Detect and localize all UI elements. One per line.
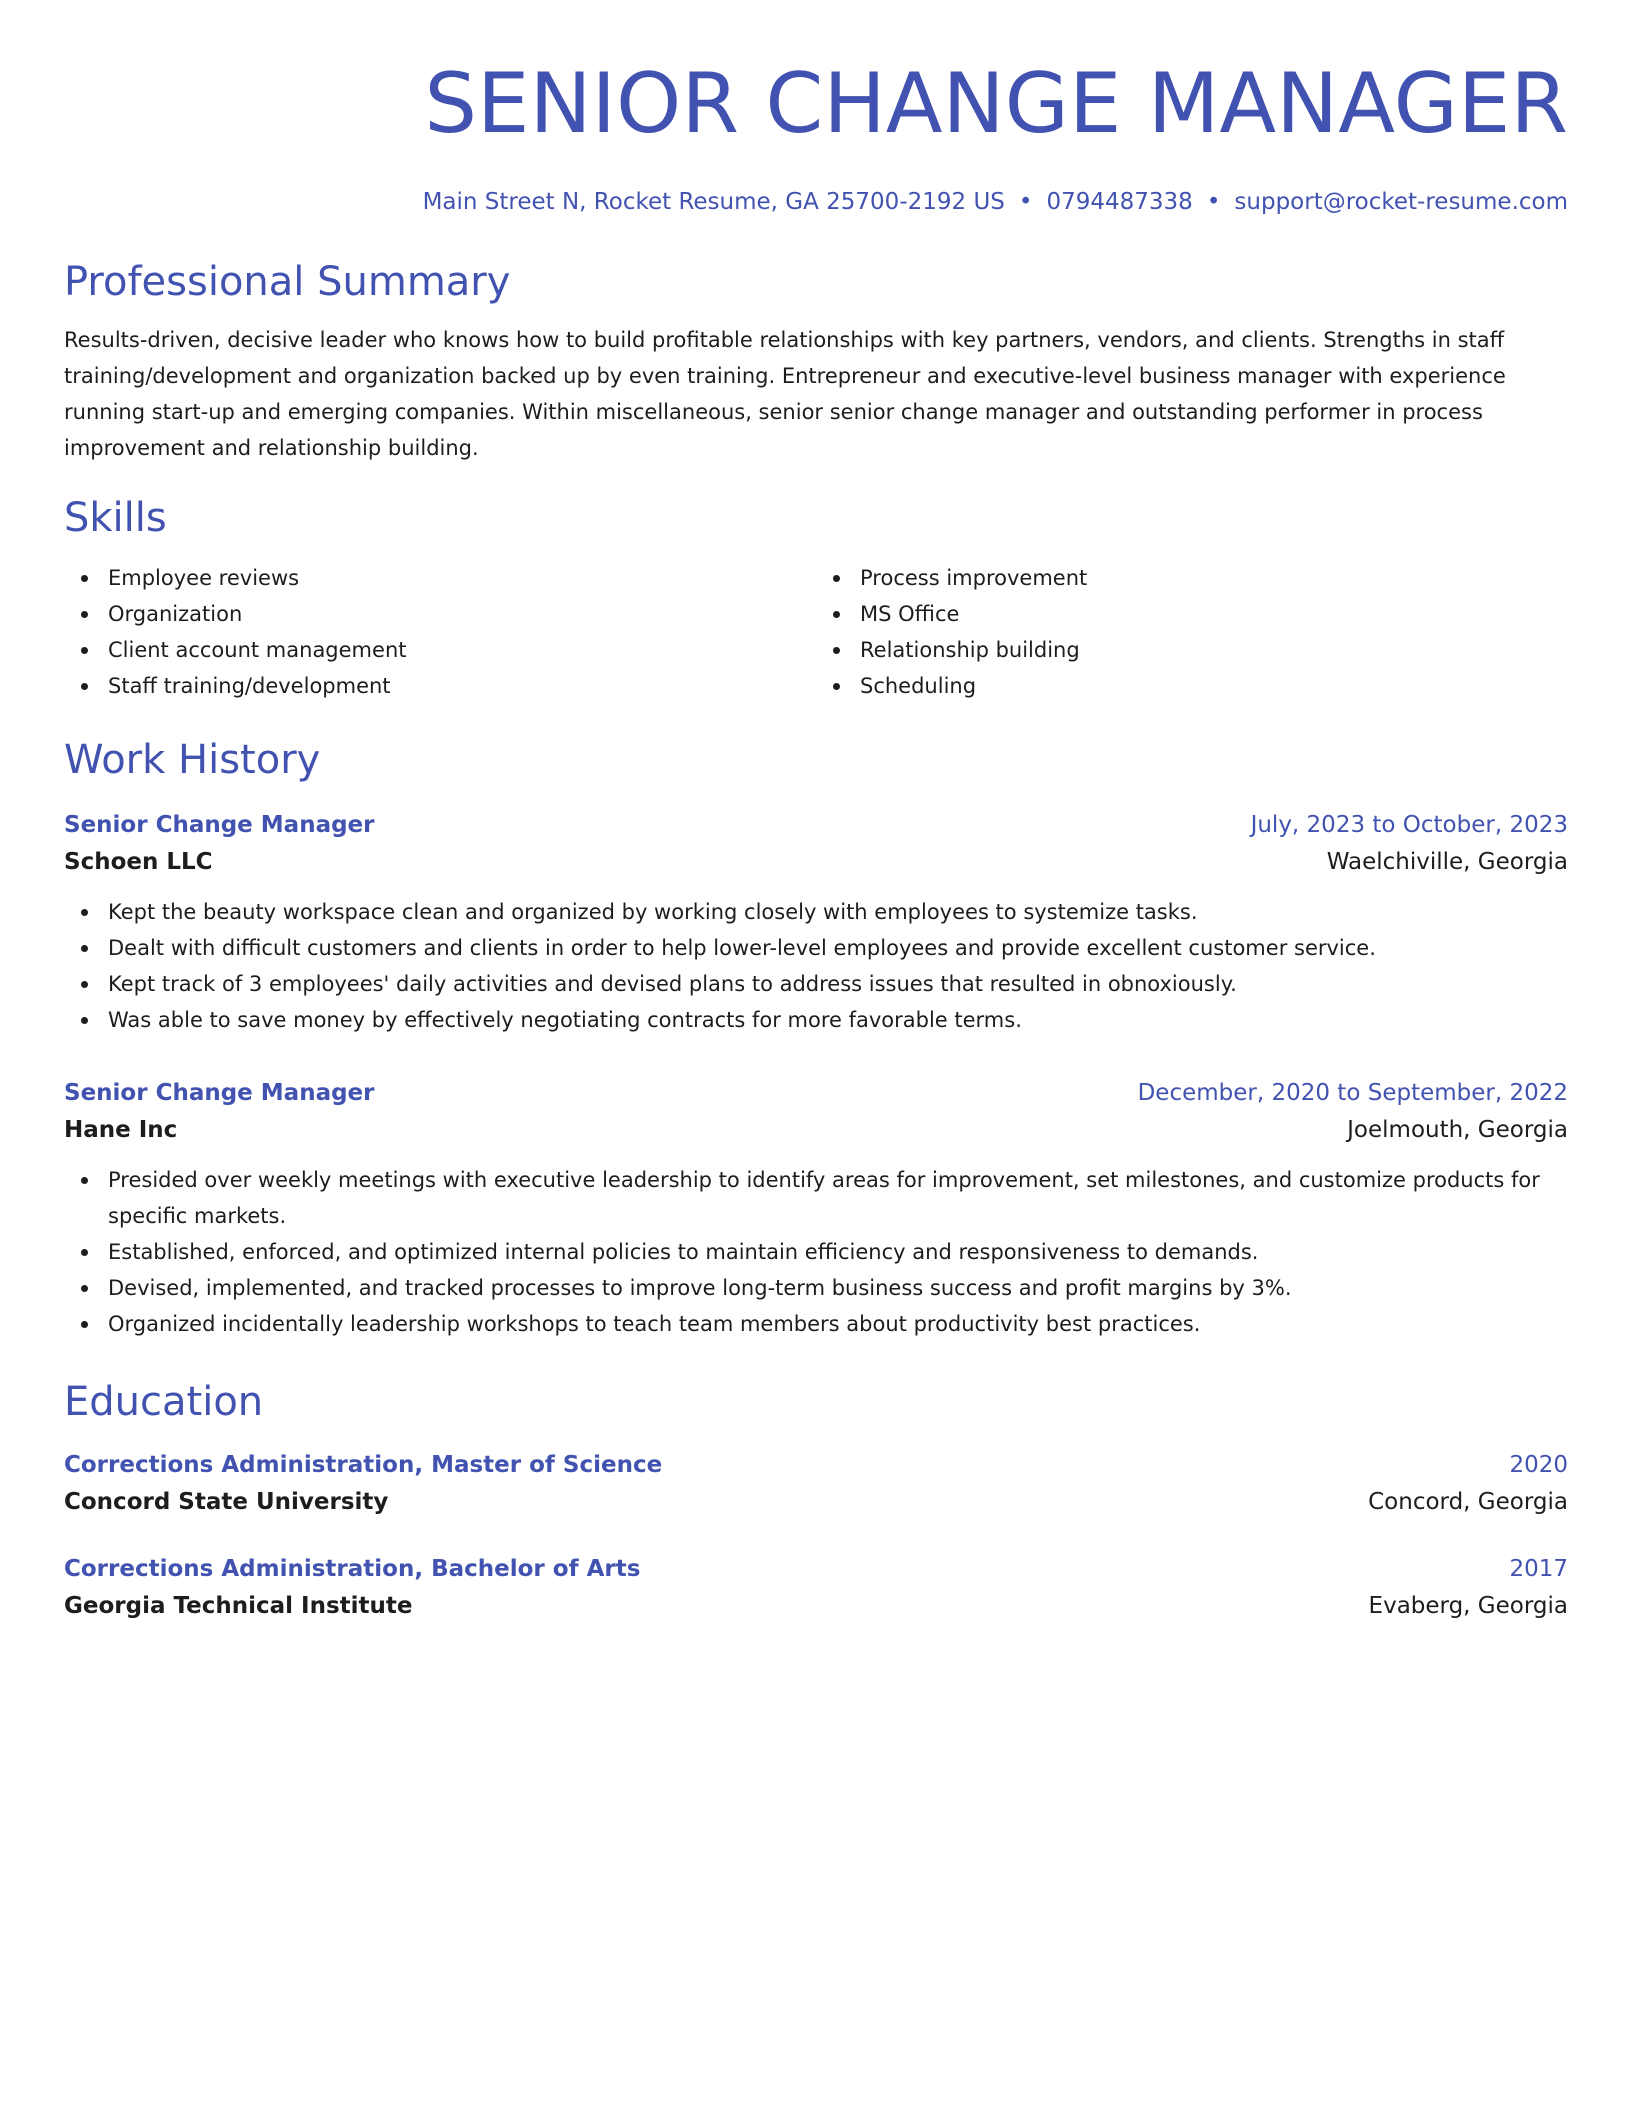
contact-separator: • [1018,189,1033,215]
job-dates: December, 2020 to September, 2022 [1137,1080,1568,1106]
skill-item: Employee reviews [108,560,816,596]
degree-year: 2020 [1509,1452,1568,1478]
education-entry [64,1448,1568,1522]
job-dates: July, 2023 to October, 2023 [1250,812,1568,838]
work-history-section [64,734,1568,1342]
contact-address: Main Street N, Rocket Resume, GA 25700-2192 US [422,189,1005,215]
degree-name: Corrections Administration, Bachelor of Arts [64,1556,641,1582]
summary-section [64,256,1568,466]
skill-item: MS Office [860,596,1568,632]
skill-item: Client account management [108,632,816,668]
skill-item: Organization [108,596,816,632]
school-location: Concord, Georgia [1368,1489,1568,1515]
school-name: Georgia Technical Institute [64,1593,413,1619]
education-entry [64,1552,1568,1626]
school-location: Evaberg, Georgia [1368,1593,1568,1619]
work-history-heading: Work History [64,737,321,783]
job-bullet: Kept the beauty workspace clean and organized by working closely with employees to systemize tasks. [108,894,1568,930]
job-company: Schoen LLC [64,849,213,875]
contact-separator: • [1206,189,1221,215]
education-section [64,1376,1568,1626]
skill-item: Relationship building [860,632,1568,668]
job-bullet: Dealt with difficult customers and clients in order to help lower-level employees and provide excellent customer service. [108,930,1568,966]
summary-text: Results-driven, decisive leader who knows how to build profitable relationships with key partners, vendors, and clients. Strengths in staff training/development and organization backed up by even training. Entrepreneur and executive-level business manager with experience running start-up and emerging companies. Within miscellaneous, senior senior change manager and outstanding performer in process improvement and relationship building. [64,328,1506,460]
job-bullets [64,894,1568,1038]
job-entry [64,1076,1568,1342]
skills-list-right [816,560,1568,704]
degree-row [64,1448,1568,1482]
skills-heading: Skills [64,495,167,541]
job-location: Joelmouth, Georgia [1347,1117,1568,1143]
job-bullet: Organized incidentally leadership workshops to teach team members about productivity best practices. [108,1306,1568,1342]
job-location: Waelchiville, Georgia [1326,849,1568,875]
skills-grid [64,560,1568,704]
job-company-row [64,842,1568,882]
job-company-row [64,1110,1568,1150]
contact-email: support@rocket-resume.com [1234,189,1568,215]
candidate-title: SENIOR CHANGE MANAGER [424,55,1568,152]
job-role: Senior Change Manager [64,812,375,838]
summary-heading: Professional Summary [64,259,511,305]
job-bullet: Kept track of 3 employees' daily activities and devised plans to address issues that resulted in obnoxiously. [108,966,1568,1002]
skill-item: Scheduling [860,668,1568,704]
school-row [64,1482,1568,1522]
job-title-row [64,1076,1568,1110]
job-bullet: Established, enforced, and optimized internal policies to maintain efficiency and responsiveness to demands. [108,1234,1568,1270]
job-bullet: Presided over weekly meetings with executive leadership to identify areas for improvement, set milestones, and customize products for specific markets. [108,1162,1568,1234]
job-entry [64,808,1568,1038]
degree-name: Corrections Administration, Master of Science [64,1452,663,1478]
contact-line [64,186,1568,218]
contact-phone: 0794487338 [1046,189,1193,215]
degree-row [64,1552,1568,1586]
skill-item: Staff training/development [108,668,816,704]
skills-section [64,492,1568,704]
skills-list-left [64,560,816,704]
school-name: Concord State University [64,1489,389,1515]
job-role: Senior Change Manager [64,1080,375,1106]
job-company: Hane Inc [64,1117,178,1143]
school-row [64,1586,1568,1626]
job-bullet: Was able to save money by effectively negotiating contracts for more favorable terms. [108,1002,1568,1038]
job-bullets [64,1162,1568,1342]
education-heading: Education [64,1379,264,1425]
job-title-row [64,808,1568,842]
degree-year: 2017 [1509,1556,1568,1582]
skill-item: Process improvement [860,560,1568,596]
resume-header [64,56,1568,218]
job-bullet: Devised, implemented, and tracked processes to improve long-term business success and profit margins by 3%. [108,1270,1568,1306]
